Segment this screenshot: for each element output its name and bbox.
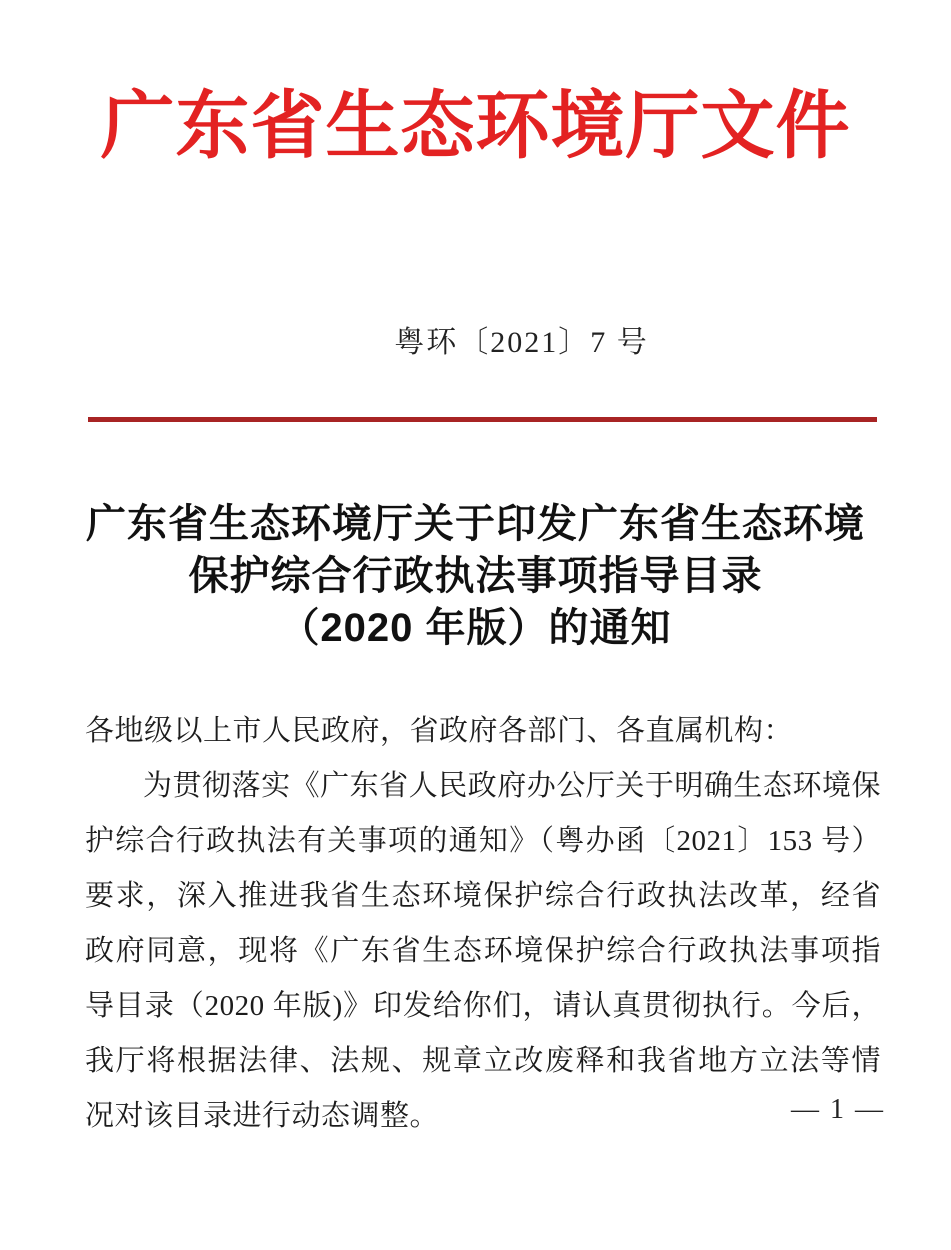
notice-title-line-1: 广东省生态环境厅关于印发广东省生态环境: [86, 502, 865, 546]
notice-title-line-2: 保护综合行政执法事项指导目录: [188, 554, 763, 598]
notice-title-line-3: （2020 年版）的通知: [279, 606, 672, 650]
document-body: [85, 704, 881, 1144]
salutation-line: 各地级以上市人民政府，省政府各部门、各直属机构：: [85, 715, 794, 747]
body-paragraph: 为贯彻落实《广东省人民政府办公厅关于明确生态环境保护综合行政执法有关事项的通知》（粤办函〔2021〕153 号）要求，深入推进我省生态环境保护综合行政执法改革，经省政府同意，现将《广东省生态环境保护综合行政执法事项指导目录（2020 年版)》印发给你们，请认真贯彻执行。今后，我厅将根据法律、法规、规章立改废释和我省地方立法等情况对该目录进行动态调整。: [85, 770, 881, 1132]
red-divider-line: [88, 417, 877, 422]
document-number: 粤环〔2021〕7 号: [394, 326, 649, 359]
page-number: — 1 —: [791, 1094, 885, 1125]
document-header-title: 广东省生态环境厅文件: [100, 86, 851, 168]
notice-title: [78, 498, 873, 654]
